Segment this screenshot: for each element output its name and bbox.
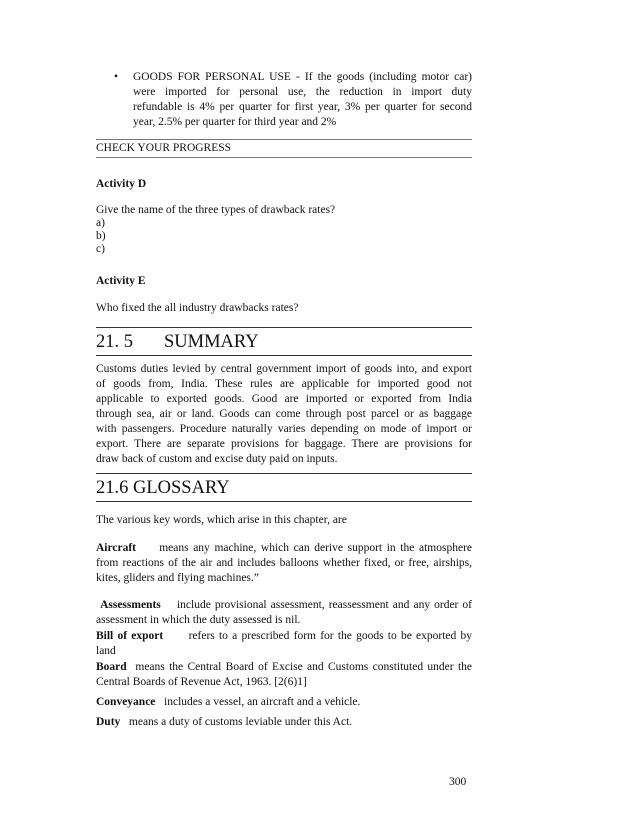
activity-d-option-a: a)	[96, 217, 105, 229]
summary-line: of goods from, India. These rules are applicable for imported good not	[96, 378, 472, 390]
divider	[96, 157, 472, 158]
glossary-definition: refers to a prescribed form for the goods to be exported by	[188, 630, 473, 642]
activity-d-option-b: b)	[96, 230, 106, 242]
glossary-entry-aircraft	[96, 541, 472, 586]
summary-line: export. There are separate provisions for baggage. There are provisions for	[96, 438, 472, 450]
glossary-entry-bill-of-export	[96, 629, 472, 659]
glossary-term: Board	[96, 661, 127, 673]
glossary-definition: includes a vessel, an aircraft and a vehicle.	[164, 696, 361, 708]
glossary-line	[96, 598, 472, 613]
glossary-line	[96, 629, 472, 644]
glossary-intro: The various key words, which arise in this chapter, are	[96, 514, 347, 526]
glossary-entry-duty	[96, 715, 352, 730]
glossary-definition: means any machine, which can derive support in the atmosphere	[159, 542, 473, 554]
activity-e-question: Who fixed the all industry drawbacks rates?	[96, 302, 299, 314]
glossary-definition: include provisional assessment, reassessment and any order of	[176, 599, 473, 611]
summary-line: applicable to exported goods. Good are imported or exported from India	[96, 393, 472, 405]
glossary-line	[96, 541, 472, 556]
activity-d-title: Activity D	[96, 178, 147, 190]
bullet-marker: •	[114, 71, 119, 83]
glossary-line: from reactions of the air and includes balloons whether fixed, or free, airships,	[96, 557, 472, 569]
glossary-term: Aircraft	[96, 542, 137, 554]
glossary-term: Conveyance	[96, 696, 156, 708]
summary-number: 21. 5	[96, 332, 133, 352]
heading-rule	[96, 501, 472, 502]
summary-line: with passengers. Procedure naturally varies depending on mode of import or	[96, 423, 472, 435]
check-progress-label: CHECK YOUR PROGRESS	[96, 142, 232, 154]
glossary-line: kites, gliders and flying machines.”	[96, 572, 259, 584]
bullet-line: were imported for personal use, the reduction in import duty	[133, 86, 472, 98]
heading-rule	[96, 473, 472, 474]
bullet-line: year, 2.5% per quarter for third year and 2%	[133, 116, 337, 128]
glossary-entry-conveyance	[96, 695, 360, 710]
summary-line: draw back of custom and excise duty paid on inputs.	[96, 453, 338, 465]
summary-line: Customs duties levied by central government import of goods into, and export	[96, 363, 472, 375]
page-number: 300	[449, 776, 467, 788]
bullet-paragraph	[133, 70, 472, 130]
glossary-term: Duty	[96, 716, 121, 728]
bullet-line: refundable is 4% per quarter for first year, 3% per quarter for second	[133, 101, 472, 113]
heading-rule	[96, 355, 472, 356]
activity-d-option-c: c)	[96, 243, 105, 255]
glossary-definition: means a duty of customs leviable under this Act.	[128, 716, 353, 728]
activity-e-title: Activity E	[96, 275, 146, 287]
glossary-line: land	[96, 645, 116, 657]
glossary-line: assessment in which the duty assessed is nil.	[96, 614, 301, 626]
glossary-line	[96, 660, 472, 675]
summary-title: SUMMARY	[164, 332, 259, 352]
divider	[96, 139, 472, 140]
activity-d-question: Give the name of the three types of drawback rates?	[96, 204, 336, 216]
glossary-term: Assessments	[100, 599, 161, 611]
glossary-heading: 21.6 GLOSSARY	[96, 478, 230, 498]
summary-paragraph	[96, 362, 472, 467]
summary-line: through sea, air or land. Goods can come through post parcel or as baggage	[96, 408, 472, 420]
bullet-line: GOODS FOR PERSONAL USE - If the goods (including motor car)	[133, 71, 472, 83]
glossary-entry-assessments	[96, 598, 472, 628]
glossary-entry-board	[96, 660, 472, 690]
heading-rule	[96, 327, 472, 328]
glossary-definition: means the Central Board of Excise and Customs constituted under the	[135, 661, 473, 673]
glossary-line: Central Boards of Revenue Act, 1963. [2(6)1]	[96, 676, 307, 688]
glossary-term: Bill of export	[96, 630, 164, 642]
